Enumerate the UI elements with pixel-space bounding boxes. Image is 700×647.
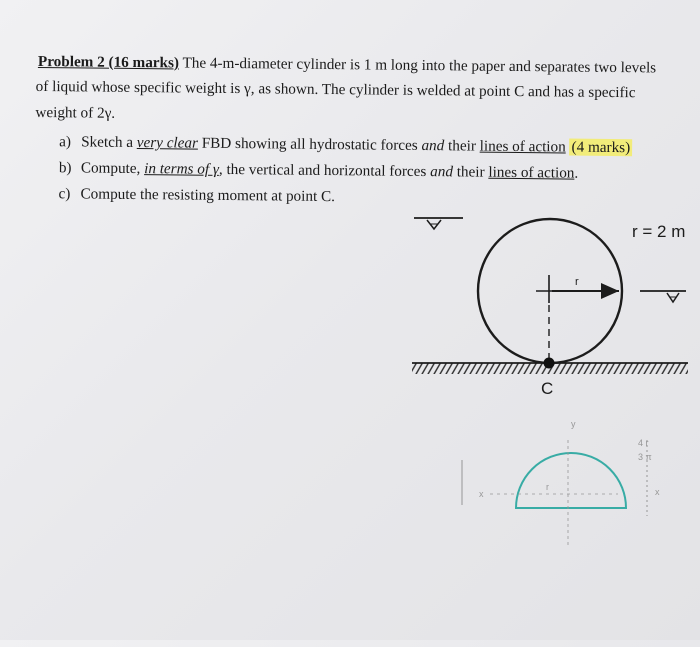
task-a-text-2: FBD showing all hydrostatic forces [197,134,422,154]
point-c-label: C [541,379,554,398]
task-b-text-3: their [452,163,489,181]
weld-point-c [544,358,555,369]
task-a-text: Sketch a [81,133,137,152]
task-c-label: c) [58,185,71,203]
problem-text-1: The 4-m-diameter cylinder is 1 m long into the paper and separates two levels [178,54,657,77]
task-b-end: . [574,164,579,182]
task-b-and: and [430,163,454,181]
task-a-and: and [421,137,445,155]
task-a-text-3: their [444,137,480,155]
task-b-emphasis: in terms of γ [144,160,220,178]
sketch-x-label-right: x [655,487,660,497]
task-b-text-2: , the vertical and horizontal forces [218,160,431,181]
task-b-label: b) [58,159,72,177]
task-a-emphasis: very clear [136,134,199,152]
sketch-y-label: y [571,419,576,429]
sketch-fraction-top: 4 r [638,438,649,448]
problem-line-2: of liquid whose specific weight is γ, as shown. The cylinder is welded at point C and has a specific [35,77,636,102]
semicircle-outline [516,453,626,508]
problem-heading: Problem 2 (16 marks) [37,52,180,72]
task-a-lines-of-action: lines of action [479,137,566,156]
task-c-text: Compute the resisting moment at point C. [80,185,336,206]
task-b-lines-of-action: lines of action [488,163,575,182]
sketch-x-label: x [479,489,484,499]
cylinder-center [536,275,560,303]
problem-line-3: weight of 2γ. [35,103,116,122]
task-b-text: Compute, [80,159,145,178]
left-liquid-surface [414,218,463,229]
task-a-marks: (4 marks) [571,138,631,157]
sketch-fraction-bottom: 3 π [638,452,652,462]
radius-label: r = 2 m [632,222,686,241]
semicircle-sketch [462,419,660,545]
radius-marker: r [575,276,579,288]
task-a-label: a) [59,133,72,151]
sketch-r-label: r [546,482,549,492]
right-liquid-surface [640,291,686,302]
